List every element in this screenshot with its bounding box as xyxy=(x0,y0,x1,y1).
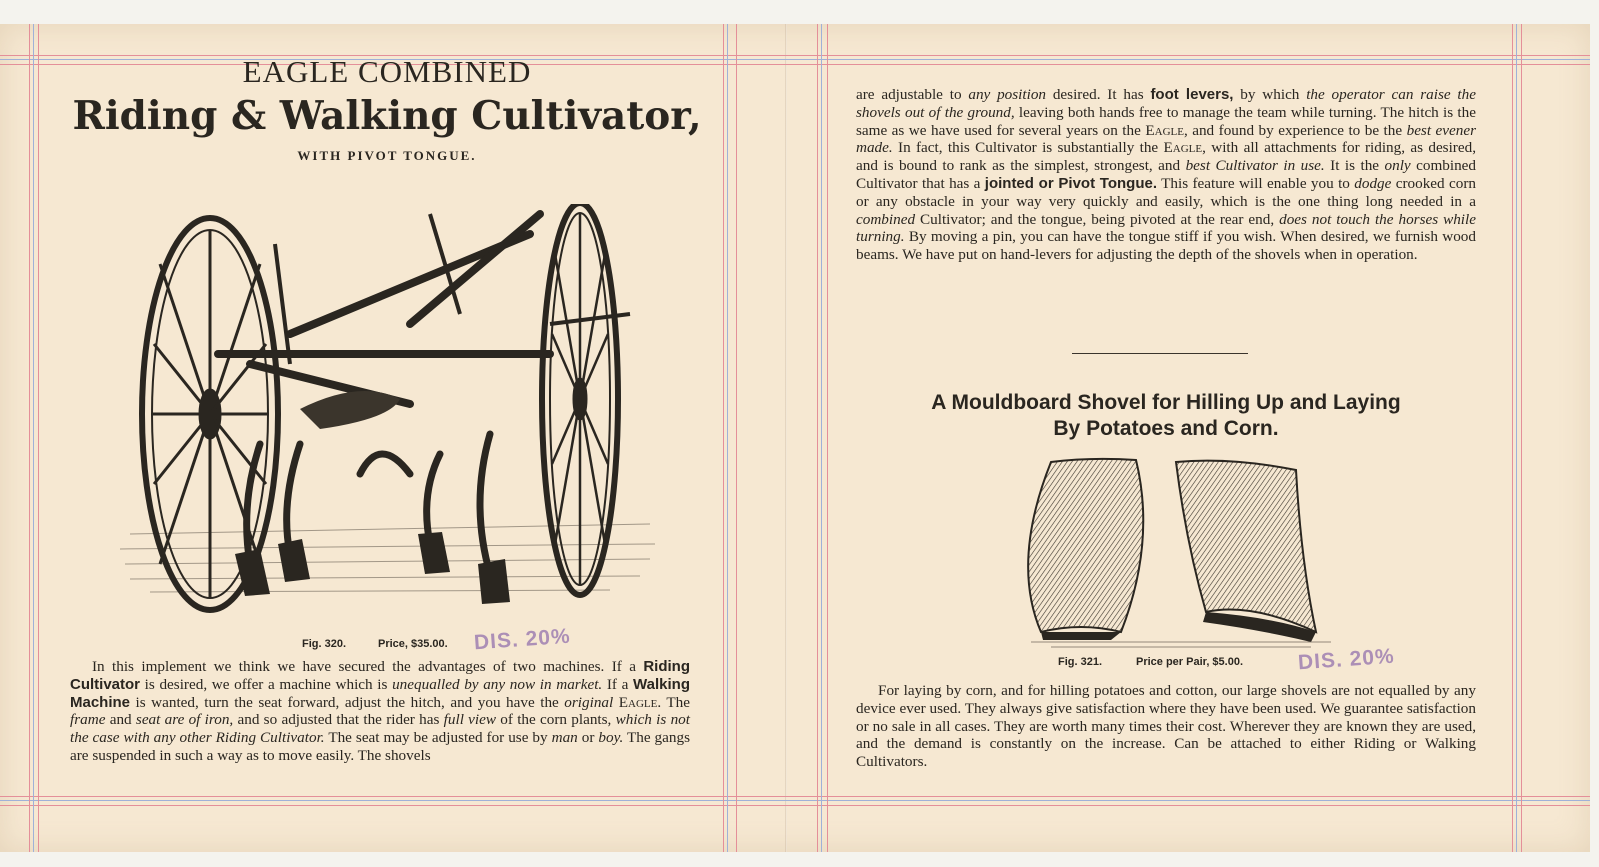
rule-line xyxy=(736,24,737,852)
rule-line xyxy=(827,24,828,852)
product-subtitle: WITH PIVOT TONGUE. xyxy=(297,148,477,163)
rule-line xyxy=(33,24,34,852)
continued-paragraph: are adjustable to any position desired. It has foot levers, by which the operator can raise the shovels out of the ground, leaving both hands free to manage the team while turning. The hitch is the same as we have used for several years on the Eagle, and found by experience to be the best evener made. In fact, this Cultivator is substantially the Eagle, with all attachments for riding, as desired, and is bound to rank as the simplest, strongest, and best Cultivator in use. It is the only combined Cultivator that has a jointed or Pivot Tongue. This feature will enable you to dodge crooked corn or any obstacle in your way very quickly and easily, which is the one thing long needed in a combined Cultivator; and the tongue, being pivoted at the rear end, does not touch the horses while turning. By moving a pin, you can have the tongue stiff if you wish. When desired, we furnish wood beams. We have put on hand-levers for adjusting the depth of the shovels when in operation. xyxy=(856,86,1477,264)
discount-stamp: DIS. 20% xyxy=(1297,644,1396,675)
center-fold xyxy=(785,24,787,852)
rule-line xyxy=(727,24,728,852)
section-divider xyxy=(1072,353,1248,354)
section-heading-line: A Mouldboard Shovel for Hilling Up and Laying xyxy=(931,391,1401,414)
rule-line xyxy=(29,24,30,852)
rule-line xyxy=(0,800,1590,801)
rule-line xyxy=(821,24,822,852)
rule-line xyxy=(1516,24,1517,852)
product-title: Riding & Walking Cultivator, xyxy=(72,93,702,139)
section-heading-line: By Potatoes and Corn. xyxy=(1053,417,1279,440)
price-caption: Price, $35.00. xyxy=(378,638,448,650)
rule-line xyxy=(723,24,724,852)
figure-caption: Fig. 321. xyxy=(1058,656,1103,668)
price-caption: Price per Pair, $5.00. xyxy=(1136,656,1244,668)
discount-stamp: DIS. 20% xyxy=(473,624,572,655)
figure-caption: Fig. 320. xyxy=(302,638,347,650)
rule-line xyxy=(38,24,39,852)
rule-line xyxy=(1512,24,1513,852)
description-paragraph: In this implement we think we have secured the advantages of two machines. If a Riding Cultivator is desired, we offer a machine which is unequalled by any now in market. If a Walking Machine is wanted, turn the seat forward, adjust the hitch, and you have the original Eagle. The frame and seat are of iron, and so adjusted that the rider has full view of the corn plants, which is not the case with any other Riding Cultivator. The seat may be adjusted for use by man or boy. The gangs are suspended in such a way as to move easily. The shovels xyxy=(70,658,690,764)
section-heading xyxy=(856,390,1476,442)
rule-line xyxy=(1521,24,1522,852)
rule-line xyxy=(0,805,1590,806)
left-page xyxy=(70,54,704,764)
shovel-illustration xyxy=(971,452,1361,652)
cultivator-illustration xyxy=(110,204,670,644)
shovel-description-paragraph: For laying by corn, and for hilling potatoes and cotton, our large shovels are not equalled by any device ever used. They always give satisfaction where they have been used. We guarantee satisfaction or no sale in all cases. They are worth many times their cost. Wherever they are known they are used, and the demand is constantly on the increase. Can be attached to either Riding or Walking Cultivators. xyxy=(856,682,1476,771)
rule-line xyxy=(0,796,1590,797)
rule-line xyxy=(817,24,818,852)
page-title: EAGLE COMBINED xyxy=(242,54,532,89)
